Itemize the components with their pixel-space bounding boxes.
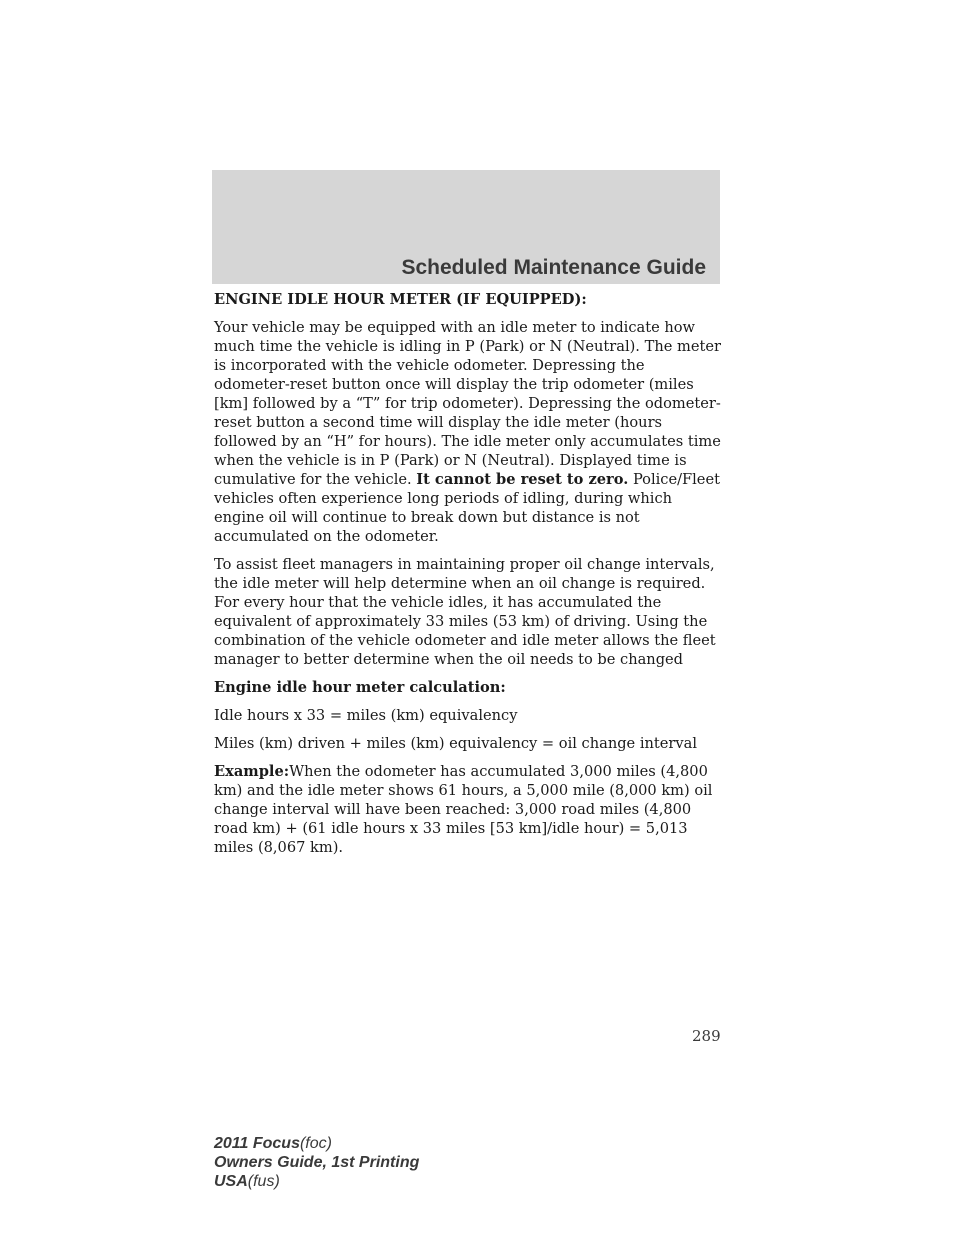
- footer-model: 2011 Focus: [214, 1135, 300, 1152]
- print-footer: [214, 1134, 419, 1191]
- bold-warning: It cannot be reset to zero.: [416, 471, 629, 488]
- footer-model-code: (foc): [299, 1135, 332, 1152]
- calculation-heading: Engine idle hour meter calculation:: [214, 679, 506, 696]
- section-heading: ENGINE IDLE HOUR METER (IF EQUIPPED):: [214, 291, 587, 308]
- paragraph-fleet: To assist fleet managers in maintaining proper oil change intervals, the idle meter will help determine when an oil change is required. For every hour that the vehicle idles, it has accumulated the equivalent of approximately 33 miles (53 km) of driving. Using the combination of the vehicle odometer and idle meter allows the fleet manager to better determine when the oil needs to be changed: [214, 556, 716, 668]
- footer-line-market: [214, 1172, 419, 1191]
- example-label: Example:: [214, 763, 290, 780]
- footer-market: USA: [214, 1173, 248, 1190]
- example-paragraph: [214, 762, 724, 857]
- section-header: [212, 170, 720, 284]
- paragraph-idle-meter: [214, 318, 724, 546]
- footer-market-code: (fus): [247, 1173, 280, 1190]
- footer-edition: Owners Guide, 1st Printing: [214, 1154, 420, 1171]
- formula-equivalency: Idle hours x 33 = miles (km) equivalency: [214, 707, 518, 724]
- formula-interval: Miles (km) driven + miles (km) equivalency = oil change interval: [214, 735, 697, 752]
- paragraph-text: Your vehicle may be equipped with an idle meter to indicate how much time the vehicle is idling in P (Park) or N (Neutral). The meter is incorporated with the vehicle odometer. Depressing the odometer-reset button once will display the trip odometer (miles [km] followed by a “T” for trip odometer). Depressing the odometer-reset button a second time will display the idle meter (hours followed by an “H” for hours). The idle meter only accumulates time when the vehicle is in P (Park) or N (Neutral). Displayed time is cumulative for the vehicle.: [214, 319, 721, 488]
- footer-line-model: [214, 1134, 419, 1153]
- page-content: [214, 290, 724, 866]
- section-title: Scheduled Maintenance Guide: [401, 256, 706, 279]
- example-text: When the odometer has accumulated 3,000 miles (4,800 km) and the idle meter shows 61 hours, a 5,000 mile (8,000 km) oil change interval will have been reached: 3,000 road miles (4,800 road km) + (61 idle hours x 33 miles [53 km]/idle hour) = 5,013 miles (8,067 km).: [214, 763, 713, 856]
- page-number: 289: [692, 1027, 721, 1045]
- paragraph-tail: Police/Fleet vehicles often experience long periods of idling, during which engine oil will continue to break down but distance is not accumulated on the odometer.: [214, 471, 720, 545]
